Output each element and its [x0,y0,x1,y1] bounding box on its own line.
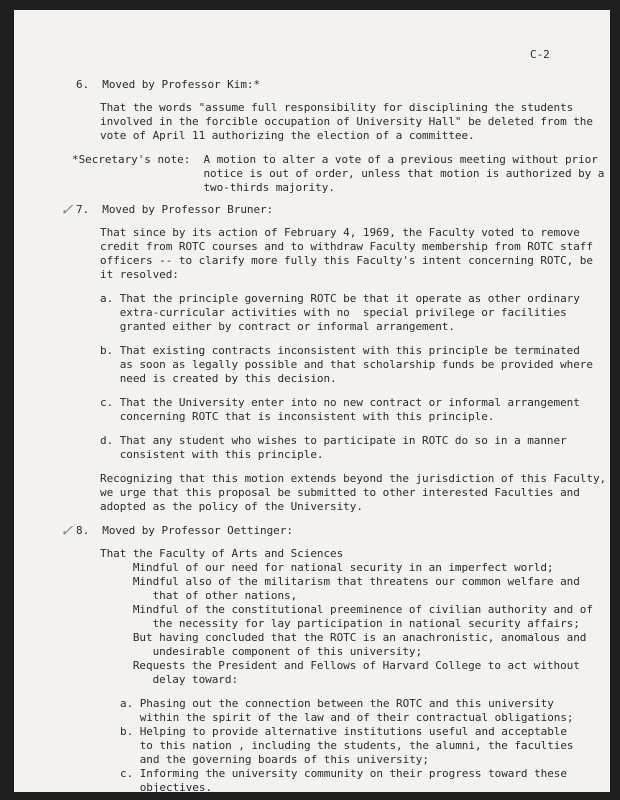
secretary-note-line-3: two-thirds majority. [72,181,335,194]
item-8-preamble-2: Mindful of our need for national security in an imperfect world; [100,561,554,574]
item-7-intro-4: it resolved: [100,268,179,281]
item-7-b-3: need is created by this decision. [100,372,337,385]
item-8-action-2: within the spirit of the law and of their contractual obligations; [120,711,574,724]
item-6-line-3: vote of April 11 authorizing the election of a committee. [100,129,475,142]
item-6-line-1: That the words "assume full responsibility for disciplining the students [100,101,574,114]
item-7-c-1: c. That the University enter into no new contract or informal arrangement [100,396,580,409]
item-8-preamble-3: Mindful also of the militarism that threatens our common welfare and [100,575,580,588]
check-mark-icon: ✓ [60,521,74,540]
item-7-a-2: extra-curricular activities with no special privilege or facilities [100,306,567,319]
item-6-heading: 6. Moved by Professor Kim:* [76,78,261,91]
item-8-preamble-9: Requests the President and Fellows of Harvard College to act without [100,659,580,672]
item-7-b-1: b. That existing contracts inconsistent with this principle be terminated [100,344,580,357]
item-7-intro-1: That since by its action of February 4, 1969, the Faculty voted to remove [100,226,580,239]
item-8-action-5: and the governing boards of this university; [120,753,429,766]
secretary-note-line-2: notice is out of order, unless that motion is authorized by a [72,167,605,180]
page-number: C-2 [530,48,550,61]
item-8-preamble-7: But having concluded that the ROTC is an anachronistic, anomalous and [100,631,587,644]
document-page [14,10,610,792]
item-7-d-1: d. That any student who wishes to participate in ROTC do so in a manner [100,434,567,447]
item-8-action-6: c. Informing the university community on their progress toward these [120,767,567,780]
secretary-note-line-1: *Secretary's note: A motion to alter a vote of a previous meeting without prior [72,153,598,166]
item-8-action-4: to this nation , including the students, the alumni, the faculties [120,739,574,752]
item-7-c-2: concerning ROTC that is inconsistent with this principle. [100,410,495,423]
item-8-action-1: a. Phasing out the connection between the ROTC and this university [120,697,554,710]
item-7-heading: 7. Moved by Professor Bruner: [76,203,274,216]
item-6-line-2: involved in the forcible occupation of University Hall" be deleted from the [100,115,593,128]
item-8-preamble-6: the necessity for lay participation in national security affairs; [100,617,580,630]
item-7-a-1: a. That the principle governing ROTC be that it operate as other ordinary [100,292,580,305]
item-8-heading: 8. Moved by Professor Oettinger: [76,524,293,537]
item-7-closing-2: we urge that this proposal be submitted to other interested Faculties and [100,486,580,499]
item-7-closing-3: adopted as the policy of the University. [100,500,363,513]
item-7-b-2: as soon as legally possible and that scholarship funds be provided where [100,358,593,371]
item-8-action-3: b. Helping to provide alternative institutions useful and acceptable [120,725,567,738]
item-7-closing-1: Recognizing that this motion extends beyond the jurisdiction of this Faculty, [100,472,607,485]
item-7-d-2: consistent with this principle. [100,448,324,461]
item-8-preamble-4: that of other nations, [100,589,298,602]
check-mark-icon: ✓ [60,200,74,219]
item-8-preamble-5: Mindful of the constitutional preeminence of civilian authority and of [100,603,593,616]
item-8-preamble-10: delay toward: [100,673,239,686]
item-8-preamble-8: undesirable component of this university; [100,645,423,658]
item-7-intro-3: officers -- to clarify more fully this Faculty's intent concerning ROTC, be [100,254,593,267]
item-7-a-3: granted either by contract or informal arrangement. [100,320,455,333]
item-8-action-7: objectives. [120,781,213,792]
item-8-preamble-1: That the Faculty of Arts and Sciences [100,547,344,560]
item-7-intro-2: credit from ROTC courses and to withdraw Faculty membership from ROTC staff [100,240,593,253]
